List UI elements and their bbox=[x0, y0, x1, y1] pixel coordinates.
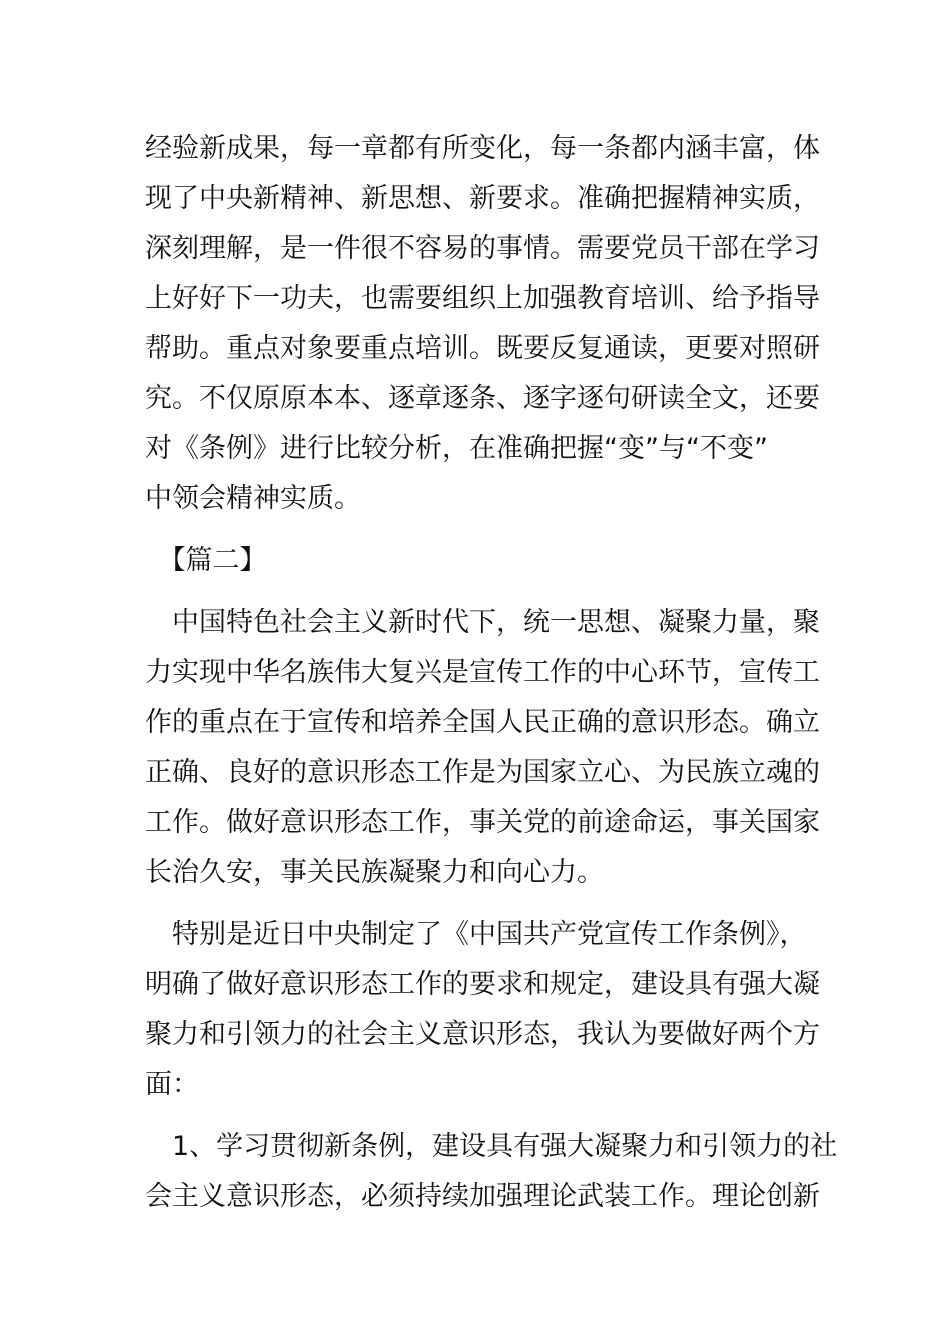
text-line: 中领会精神实质。 bbox=[145, 483, 361, 514]
text-line: 上好好下一功夫，也需要组织上加强教育培训、给予指导 bbox=[145, 283, 820, 314]
paragraph-gap bbox=[145, 1110, 815, 1122]
text-line: 工作。做好意识形态工作，事关党的前途命运，事关国家 bbox=[145, 807, 820, 838]
text-line: 深刻理解，是一件很不容易的事情。需要党员干部在学习 bbox=[145, 233, 820, 264]
text-line: 明确了做好意识形态工作的要求和规定，建设具有强大凝 bbox=[145, 969, 820, 1000]
text-line: 对《条例》进行比较分析，在准确把握“变”与“不变” bbox=[145, 433, 768, 464]
text-line: 会主义意识形态，必须持续加强理论武装工作。理论创新 bbox=[145, 1181, 820, 1212]
paragraph-point-1 bbox=[145, 1122, 838, 1222]
text-line: 力实现中华名族伟大复兴是宣传工作的中心环节，宣传工 bbox=[145, 657, 820, 688]
text-line: 聚力和引领力的社会主义意识形态，我认为要做好两个方 bbox=[145, 1019, 820, 1050]
paragraph-gap bbox=[145, 586, 815, 598]
heading-text: 【篇二】 bbox=[145, 545, 267, 576]
text-line: 正确、良好的意识形态工作是为国家立心、为民族立魂的 bbox=[145, 757, 820, 788]
text-line: 现了中央新精神、新思想、新要求。准确把握精神实质， bbox=[145, 183, 820, 214]
text-line: 1、学习贯彻新条例，建设具有强大凝聚力和引领力的社 bbox=[145, 1131, 838, 1162]
text-line: 帮助。重点对象要重点培训。既要反复通读，更要对照研 bbox=[145, 333, 820, 364]
paragraph-gap bbox=[145, 898, 815, 910]
text-line: 究。不仅原原本本、逐章逐条、逐字逐句研读全文，还要 bbox=[145, 383, 820, 414]
text-line: 特别是近日中央制定了《中国共产党宣传工作条例》， bbox=[145, 919, 807, 950]
text-line: 长治久安，事关民族凝聚力和向心力。 bbox=[145, 857, 604, 888]
text-line: 面： bbox=[145, 1069, 199, 1100]
text-line: 中国特色社会主义新时代下，统一思想、凝聚力量，聚 bbox=[145, 607, 820, 638]
text-line: 作的重点在于宣传和培养全国人民正确的意识形态。确立 bbox=[145, 707, 820, 738]
paragraph-gap bbox=[145, 524, 815, 536]
section-heading bbox=[145, 536, 815, 586]
paragraph-regulation bbox=[145, 910, 820, 1110]
text-line: 经验新成果，每一章都有所变化，每一条都内涵丰富，体 bbox=[145, 133, 820, 164]
paragraph-continuation bbox=[145, 124, 820, 524]
paragraph-intro bbox=[145, 598, 820, 898]
document-body bbox=[145, 124, 838, 1222]
